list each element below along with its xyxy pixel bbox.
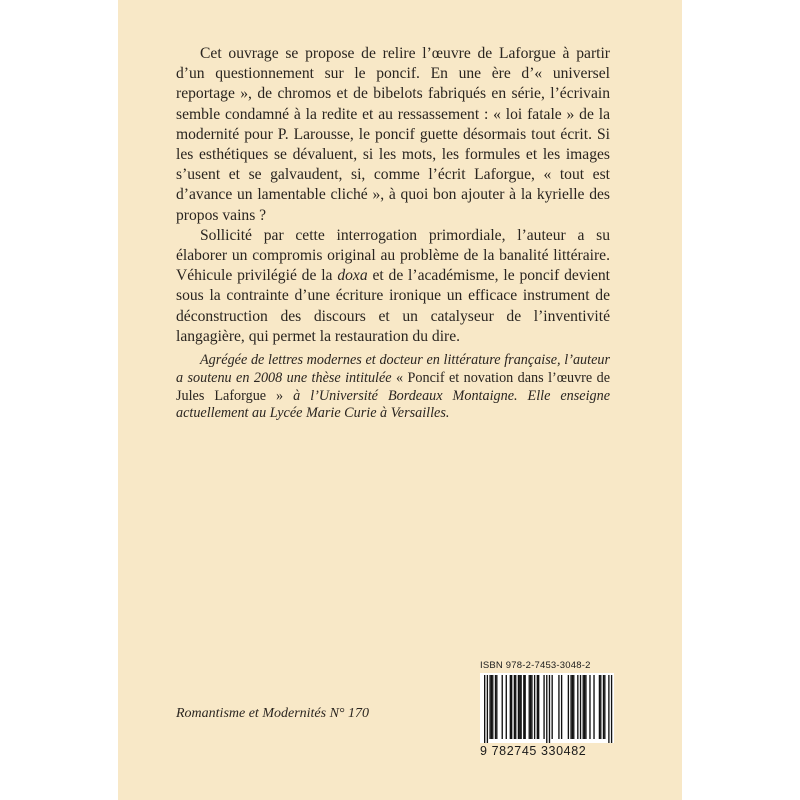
barcode-bar <box>510 675 511 739</box>
thesis-title: « Poncif et novation dans l’œuvre de Jules Laforgue » <box>176 369 611 404</box>
barcode-bar <box>580 675 581 739</box>
barcode-bar <box>518 675 519 739</box>
barcode-bar <box>589 675 590 739</box>
barcode-bar <box>487 675 488 743</box>
summary-text <box>176 44 610 347</box>
barcode-bar <box>502 675 503 739</box>
barcode-bar <box>573 675 574 739</box>
barcode <box>480 673 614 743</box>
summary-paragraph-1: Cet ouvrage se propose de relire l’œuvre de Laforgue à partir d’un questionnement sur le poncif. En une ère d’« universel reportage », de chromos et de bibelots fabriqués en série, l’écrivain semble condamné à la redite et au ressassement : « loi fatale » de la modernité pour P. Larousse, le poncif guette désormais tout écrit. Si les esthétiques se dévaluent, si les mots, les formules et les images s’usent et se galvaudent, si, comme l’écrit Laforgue, « tout est d’avance un lamentable cliché », à quoi bon ajouter à la kyrielle des propos vains ? <box>176 45 610 224</box>
barcode-bar <box>543 675 544 739</box>
barcode-digits: 9 782745 330482 <box>480 744 587 758</box>
barcode-bar <box>585 675 586 739</box>
barcode-bar <box>515 675 516 739</box>
barcode-bar <box>558 675 559 739</box>
author-bio-part-2: à l’Université Bordeaux Montaigne. Elle enseigne actuellement au Lycée Marie Curie à Versailles. <box>176 387 610 422</box>
barcode-bar <box>608 675 609 743</box>
author-bio-part-1: Agrégée de lettres modernes et docteur en littérature française, l’auteur a soutenu en 2008 une thèse intitulée <box>176 352 610 386</box>
barcode-bar <box>534 675 535 739</box>
barcode-bar <box>495 675 496 739</box>
summary-paragraph-2 <box>176 226 610 347</box>
barcode-bar <box>491 675 492 739</box>
barcode-bar <box>538 675 539 739</box>
barcode-bar <box>604 675 605 739</box>
barcode-bar <box>484 675 485 743</box>
barcode-bar <box>489 675 490 739</box>
barcode-bar <box>599 675 600 739</box>
barcode-bar <box>537 675 538 739</box>
barcode-bar <box>572 675 573 739</box>
barcode-bar <box>511 675 512 739</box>
barcode-bar <box>520 675 521 739</box>
barcode-bar <box>577 675 578 739</box>
barcode-bars <box>480 673 614 743</box>
barcode-bar <box>552 675 553 739</box>
author-bio <box>176 352 610 423</box>
barcode-bar <box>568 675 569 739</box>
barcode-bar <box>561 675 562 739</box>
summary-paragraph-2-italic: doxa <box>337 267 368 285</box>
barcode-bar <box>492 675 493 739</box>
barcode-bar <box>496 675 497 739</box>
barcode-bar <box>600 675 601 739</box>
barcode-bar <box>514 675 515 739</box>
barcode-bar <box>523 675 524 739</box>
barcode-bar <box>611 675 612 743</box>
barcode-bar <box>583 675 584 739</box>
barcode-bar <box>531 675 532 739</box>
barcode-bar <box>519 675 520 739</box>
barcode-bar <box>546 675 547 743</box>
barcode-bar <box>525 675 526 739</box>
barcode-bar <box>529 675 530 739</box>
barcode-bar <box>603 675 604 739</box>
barcode-bar <box>570 675 571 739</box>
barcode-bar <box>506 675 507 739</box>
series-title: Romantisme et Modernités N° 170 <box>176 706 370 721</box>
isbn-label: ISBN 978-2-7453-3048-2 <box>480 660 591 671</box>
barcode-bar <box>593 675 594 739</box>
summary-paragraph-2-end: et de l’académisme, le poncif devient sous la contrainte d’une écriture ironique un efficace instrument de déconstruction des discours et un catalyseur de l’inventivité langagière, qui permet la restauration du dire. <box>176 267 611 345</box>
barcode-bar <box>530 675 531 739</box>
summary-paragraph-2-start: Sollicité par cette interrogation primordiale, l’auteur a su élaborer un compromis original au problème de la banalité littéraire. Véhicule privilégié de la <box>176 226 610 285</box>
barcode-bar <box>549 675 550 743</box>
barcode-bar <box>584 675 585 739</box>
